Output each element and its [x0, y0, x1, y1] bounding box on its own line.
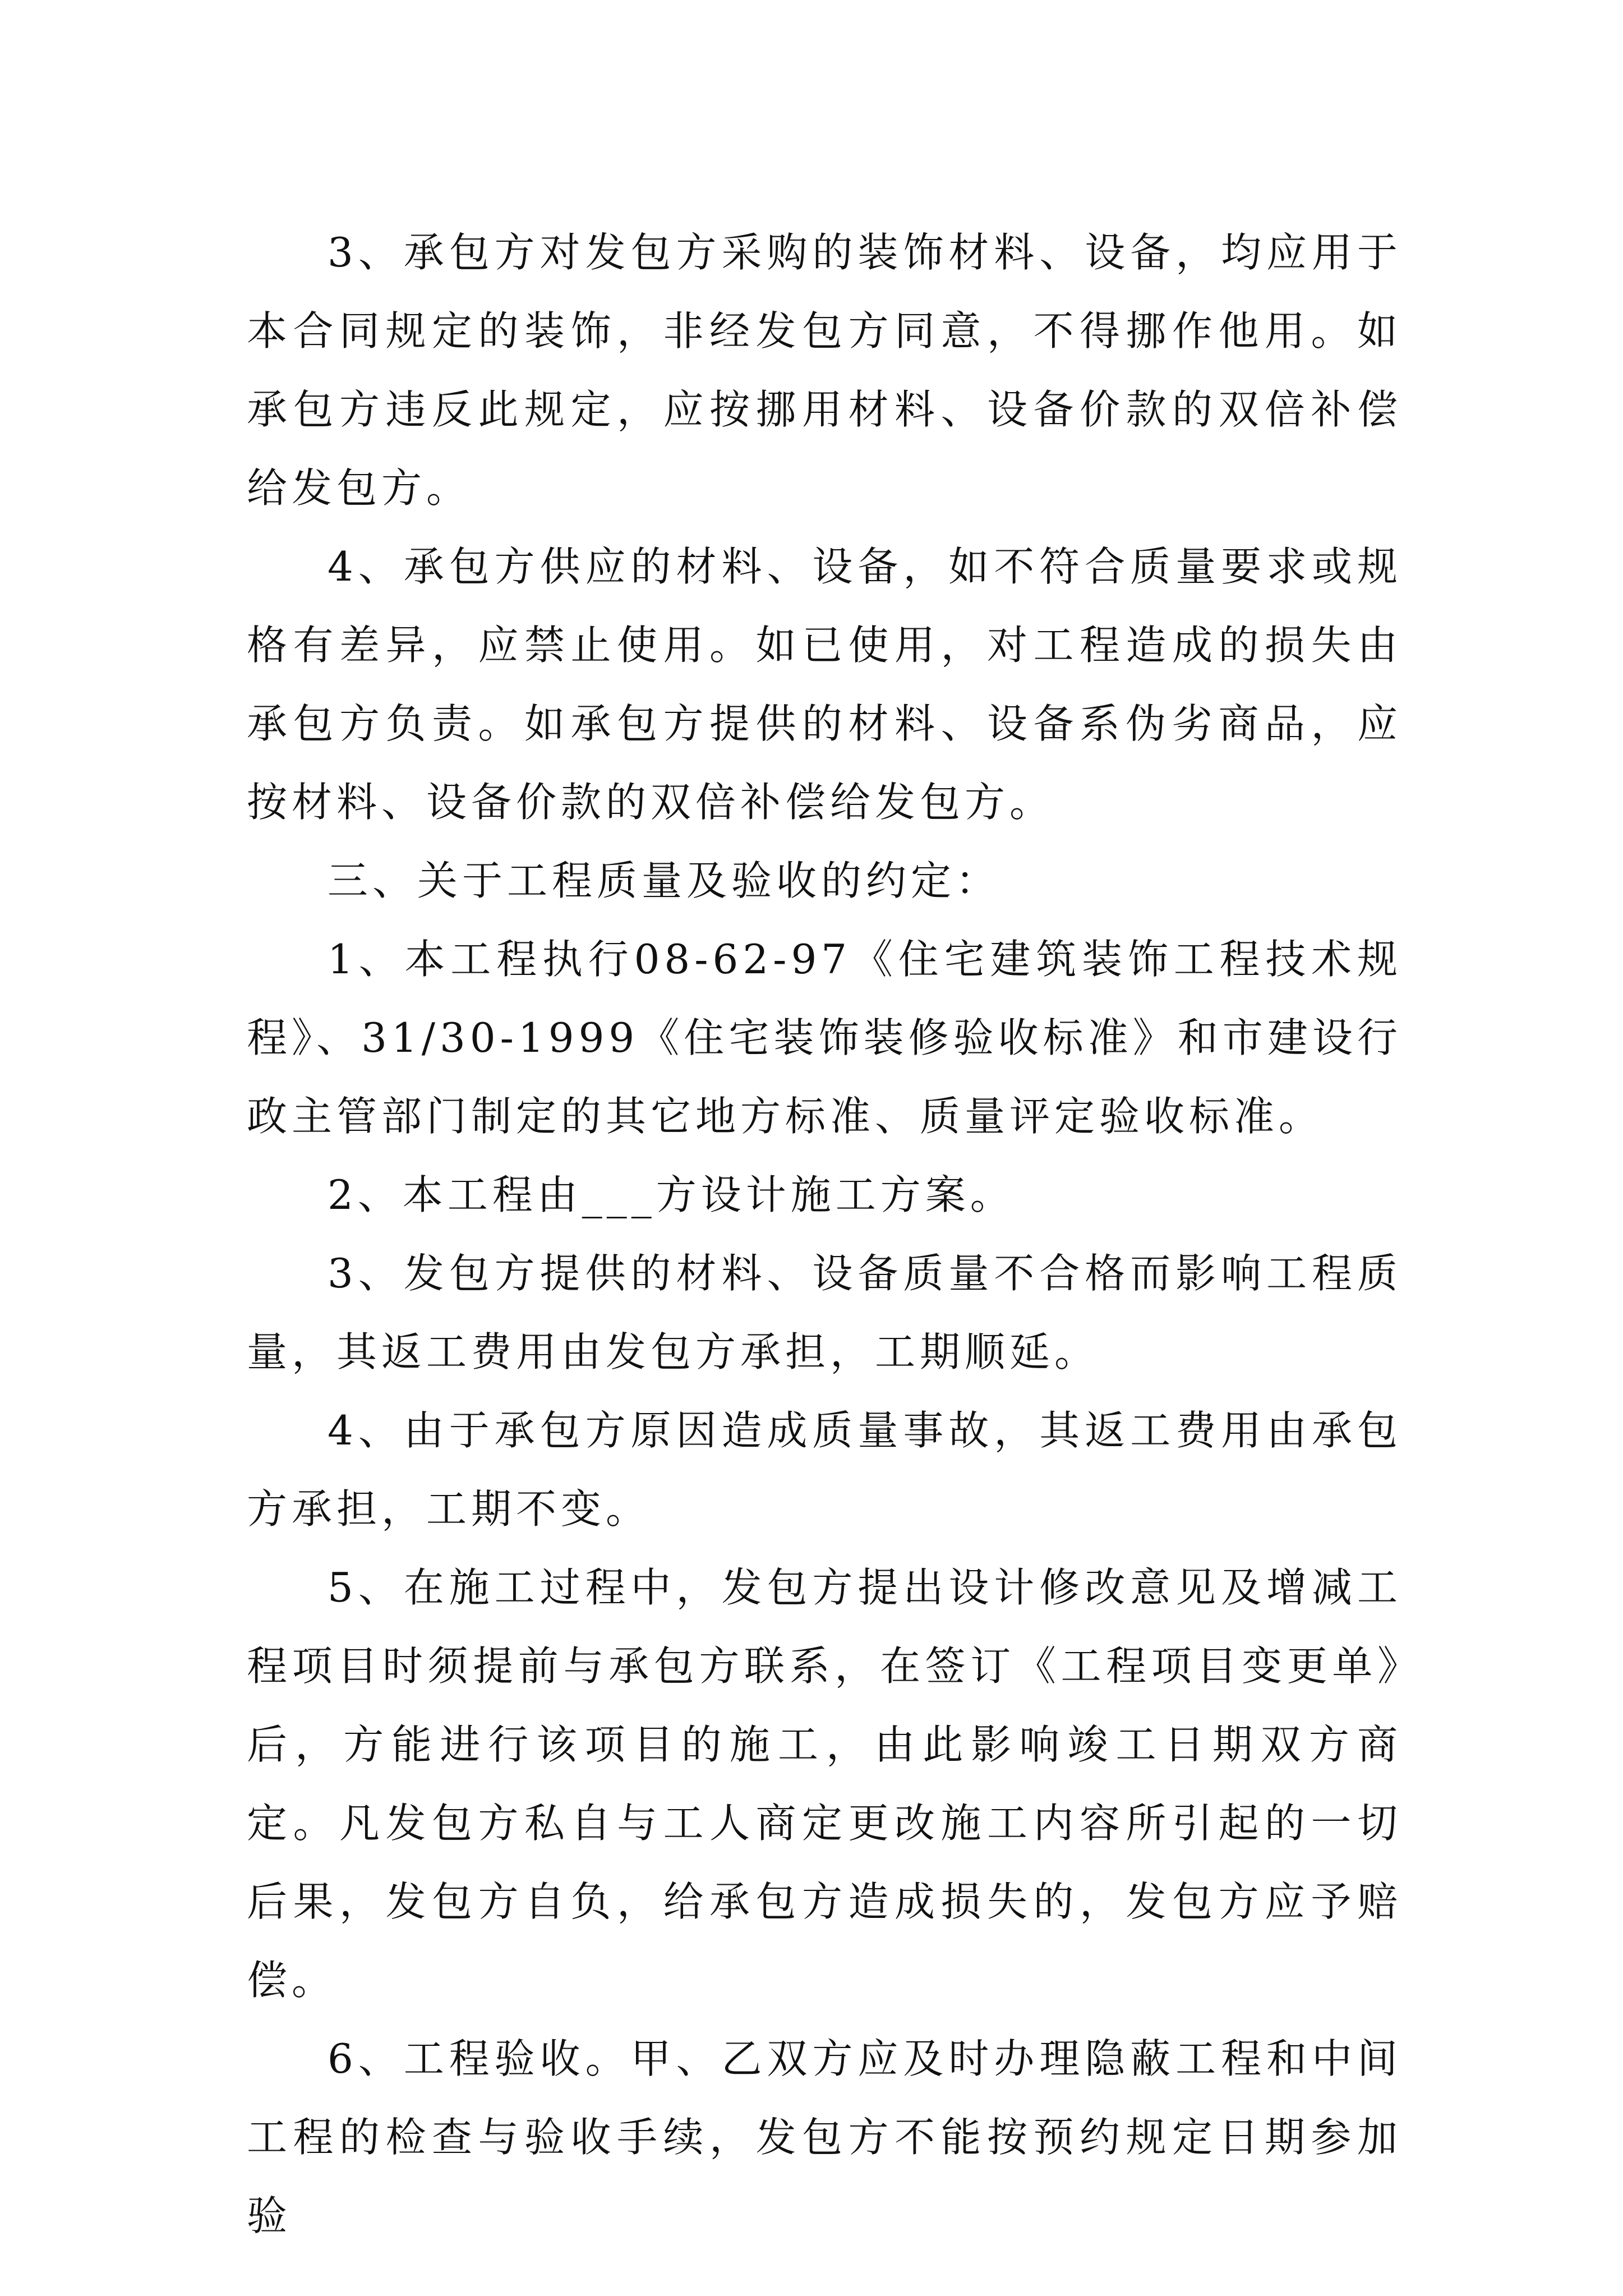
paragraph-design-changes: 5、在施工过程中，发包方提出设计修改意见及增减工程项目时须提前与承包方联系，在签订《工程项目变更单》后，方能进行该项目的施工，由此影响竣工日期双方商定。凡发包方私自与工人商定更改施工内容所引起的一切后果，发包方自负，给承包方造成损失的，发包方应予赔偿。	[247, 1564, 1402, 2004]
paragraph-contractor-accident: 4、由于承包方原因造成质量事故，其返工费用由承包方承担，工期不变。	[247, 1407, 1402, 1533]
paragraph-material-quality: 4、承包方供应的材料、设备，如不符合质量要求或规格有差异，应禁止使用。如已使用，对工程造成的损失由承包方负责。如承包方提供的材料、设备系伪劣商品，应按材料、设备价款的双倍补偿给发包方。	[247, 543, 1402, 826]
paragraph-employer-materials: 3、发包方提供的材料、设备质量不合格而影响工程质量，其返工费用由发包方承担，工期顺延。	[247, 1250, 1402, 1375]
paragraph-standards: 1、本工程执行08-62-97《住宅建筑装饰工程技术规程》、31/30-1999《住宅装饰装修验收标准》和市建设行政主管部门制定的其它地方标准、质量评定验收标准。	[247, 936, 1402, 1140]
section-heading-quality-acceptance: 三、关于工程质量及验收的约定：	[328, 857, 1001, 904]
paragraph-material-usage: 3、承包方对发包方采购的装饰材料、设备，均应用于本合同规定的装饰，非经发包方同意，不得挪作他用。如承包方违反此规定，应按挪用材料、设备价款的双倍补偿给发包方。	[247, 229, 1402, 512]
document-body	[247, 213, 1402, 2255]
paragraph-acceptance: 6、工程验收。甲、乙双方应及时办理隐蔽工程和中间工程的检查与验收手续，发包方不能按预约规定日期参加验	[247, 2035, 1402, 2239]
paragraph-design-party: 2、本工程由___方设计施工方案。	[328, 1171, 1015, 1218]
